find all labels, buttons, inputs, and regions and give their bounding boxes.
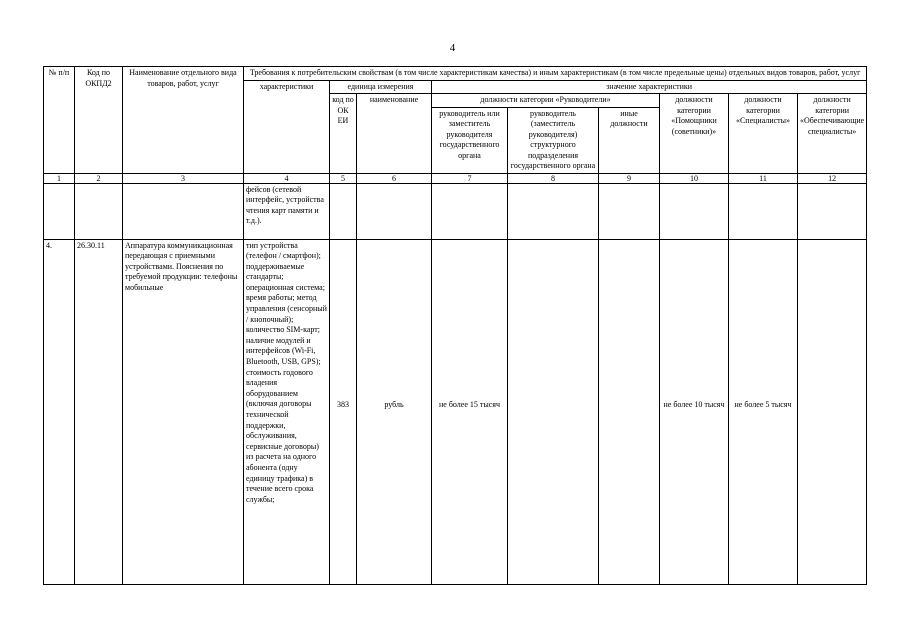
row-characteristics: тип устройства (телефон / смартфон); поддерживаемые стандарты; операционная система; время работы; метод управления (сенсорный / кнопочный); количество SIM-карт; наличие модулей и интерфейсов (Wi-Fi, Bluetooth, USB, GPS); стоимость годового владения оборудованием (включая договоры технической поддержки, обслуживания, сервисные договоры) из расчета на одного абонента (одну единицу трафика) в течение всего срока службы;: [244, 239, 330, 584]
col-number: 2: [75, 173, 123, 183]
col-number: 6: [357, 173, 432, 183]
col-number: 5: [330, 173, 357, 183]
requirements-table: [43, 66, 867, 585]
col-number: 7: [432, 173, 508, 183]
col-number: 4: [244, 173, 330, 183]
col-number: 11: [729, 173, 798, 183]
row-num: 4.: [44, 239, 75, 584]
row-unit-name: рубль: [357, 239, 432, 584]
header-leader-subdivision: руководитель (заместитель руководителя) структурного подразделения государственного органа: [508, 107, 599, 173]
row-specialists-value: не более 5 тысяч: [729, 239, 798, 584]
row-other-positions-value: [599, 239, 660, 584]
row-leader-head-value: не более 15 тысяч: [432, 239, 508, 584]
col-number: 9: [599, 173, 660, 183]
row-unit-code: 383: [330, 239, 357, 584]
row-name: Аппаратура коммуникационная передающая с приемными устройствами. Пояснения по требуемой продукции: телефоны мобильные: [123, 239, 244, 584]
header-support: должности категории «Обеспечивающие специалисты»: [798, 94, 867, 174]
header-specialists: должности категории «Специалисты»: [729, 94, 798, 174]
header-code: Код по ОКПД2: [75, 67, 123, 174]
header-other-positions: иные должности: [599, 107, 660, 173]
col-number: 10: [660, 173, 729, 183]
col-number: 8: [508, 173, 599, 183]
row-assistants-value: не более 10 тысяч: [660, 239, 729, 584]
row-leader-subdivision-value: [508, 239, 599, 584]
page-number: 4: [449, 42, 456, 54]
header-leader-head: руководитель или заместитель руководителя государственного органа: [432, 107, 508, 173]
header-assistants: должности категории «Помощники (советники)»: [660, 94, 729, 174]
table-row: [44, 239, 867, 584]
col-number: 12: [798, 173, 867, 183]
header-num: № п/п: [44, 67, 75, 174]
header-leaders: должности категории «Руководители»: [432, 94, 660, 108]
continuation-characteristics: фейсов (сетевой интерфейс, устройства чтения карт памяти и т.д.).: [244, 183, 330, 239]
header-unit-name: наименование: [357, 94, 432, 174]
row-code: 26.30.11: [75, 239, 123, 584]
column-number-row: [44, 173, 867, 183]
col-number: 1: [44, 173, 75, 183]
header-value: значение характеристики: [432, 80, 867, 94]
header-requirements: Требования к потребительским свойствам (в том числе характеристикам качества) и иным характеристикам (в том числе предельные цены) отдельных видов товаров, работ, услуг: [244, 67, 867, 81]
header-unit-code: код по ОК ЕИ: [330, 94, 357, 174]
header-characteristics: характеристики: [244, 80, 330, 173]
col-number: 3: [123, 173, 244, 183]
continuation-row: [44, 183, 867, 239]
header-name: Наименование отдельного вида товаров, работ, услуг: [123, 67, 244, 174]
header-unit: единица измерения: [330, 80, 432, 94]
row-support-value: [798, 239, 867, 584]
